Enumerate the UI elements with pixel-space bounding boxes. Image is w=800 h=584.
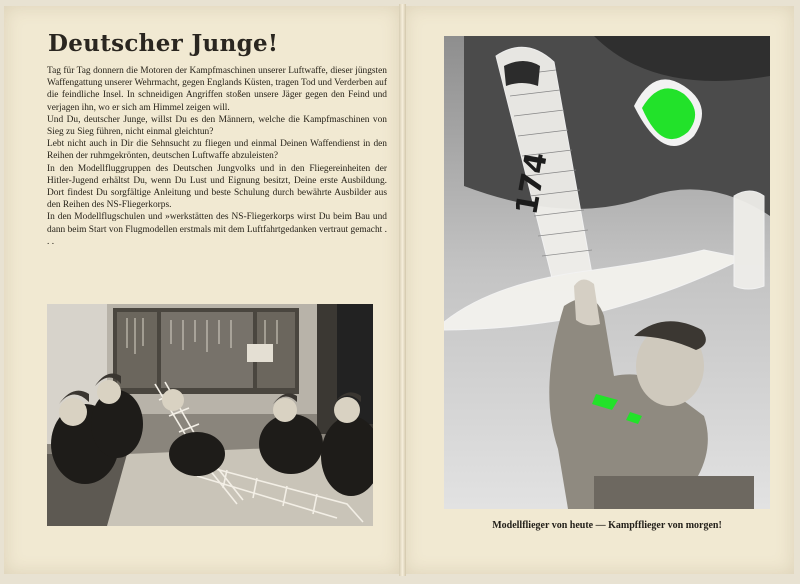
photo-caption: Modellflieger von heute — Kampfflieger von morgen! xyxy=(492,520,722,531)
glider-number: 174 xyxy=(509,149,555,218)
article-paragraph: In den Modellfluggruppen des Deutschen Jungvolks und in den Fliegereinheiten der Hitler-Jugend erhältst Du, wenn Du Lust und Eignung besitzt, Deine erste Ausbildung. Dort findest Du sorgfältige Anleitung und beste Schulung durch bewährte Ausbilder aus den Reihen des NS-Fliegerkorps. xyxy=(47,163,387,211)
glider-photo xyxy=(444,36,770,509)
article-paragraph: Und Du, deutscher Junge, willst Du es den Männern, welche die Kampfmaschinen von Sieg zu Sieg führen, nicht einmal gleichtun? xyxy=(47,114,387,138)
page-gutter xyxy=(399,4,406,576)
article-paragraph: Tag für Tag donnern die Motoren der Kampfmaschinen unserer Luftwaffe, dieser jüngsten Waffengattung unserer Wehrmacht, gegen Englands Küsten, tragen Tod und Verderben auf die feindliche Insel. In schneidigen Angriffen stoßen unsere Jäger gegen den Feind und verjagen ihn, wo er sich am Himmel zeigen will. xyxy=(47,66,387,113)
article-paragraph: In den Modellflugschulen und »werkstätten des NS-Fliegerkorps wirst Du beim Bau und dann beim Start von Flugmodellen erstmals mit dem Luftfahrtgedanken vertraut gemacht . . . xyxy=(47,212,387,247)
workshop-photo xyxy=(47,304,373,526)
article-body xyxy=(47,65,387,248)
page-title: Deutscher Junge! xyxy=(48,30,279,57)
article-paragraph: Lebt nicht auch in Dir die Sehnsucht zu fliegen und einmal Deinen Waffendienst in den Reihen der ruhmgekrönten, deutschen Luftwaffe abzuleisten? xyxy=(47,139,387,162)
